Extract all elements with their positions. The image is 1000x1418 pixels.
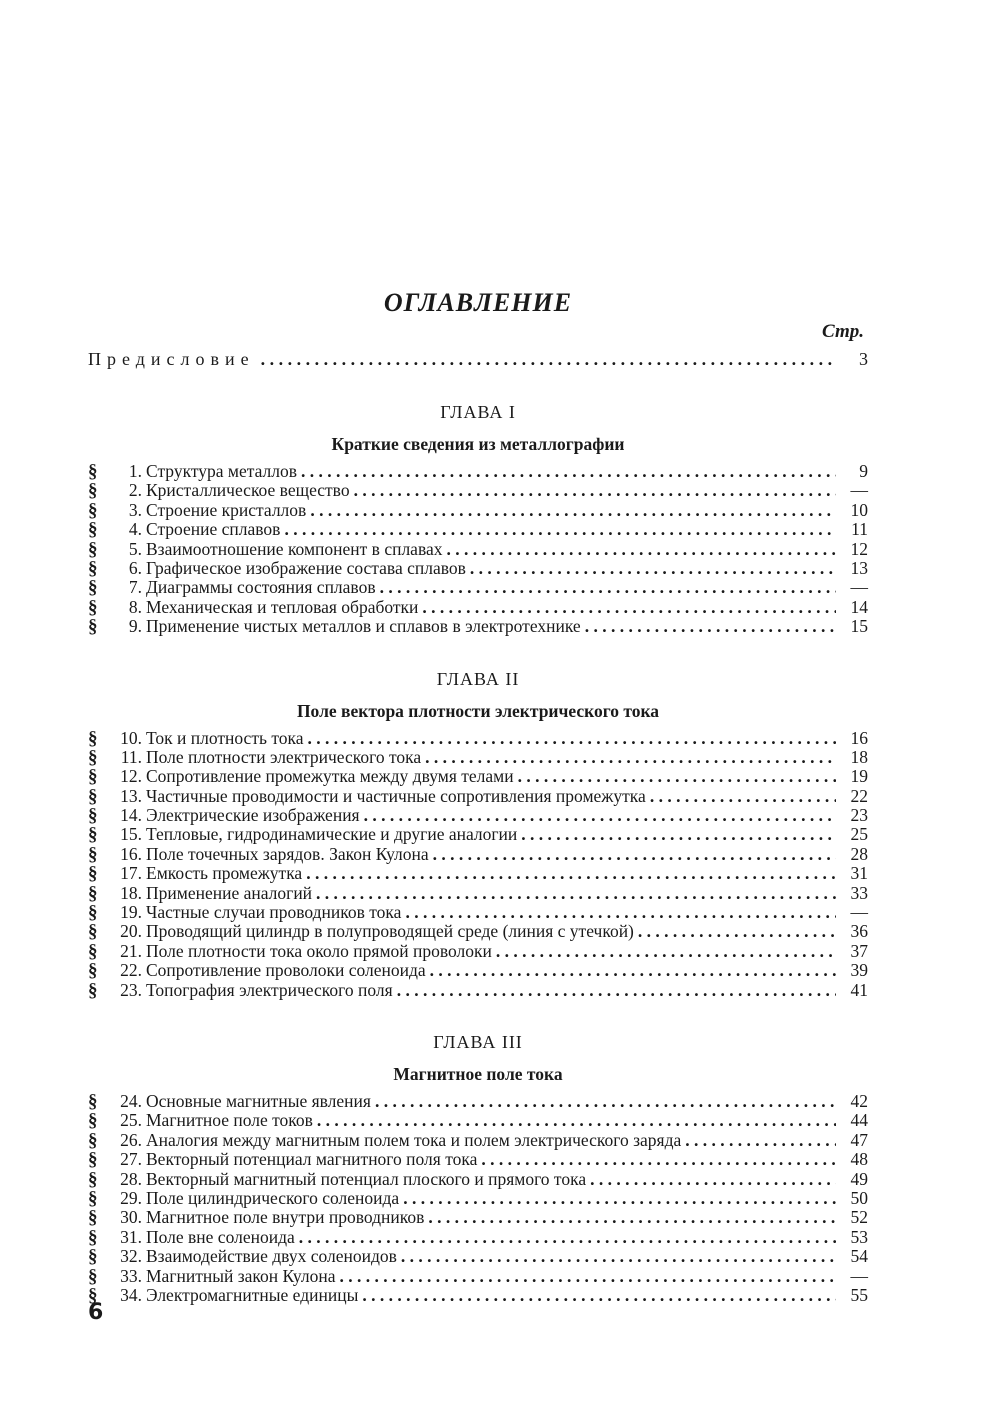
section-mark: § (88, 557, 98, 579)
leader-dots (433, 845, 836, 864)
chapter-heading: ГЛАВА I (440, 402, 516, 422)
entry-title: Аналогия между магнитным полем тока и полем электрического заряда (146, 1129, 682, 1150)
entry-number: 1. (128, 461, 142, 481)
entry-number: 19. (120, 902, 142, 923)
entry-page: — (850, 577, 868, 598)
entry-title: Структура металлов (146, 461, 298, 481)
entry-page: 13 (850, 557, 868, 578)
toc-entry (88, 1111, 868, 1130)
entry-number: 28. (120, 1168, 142, 1189)
entry-page: 25 (850, 824, 868, 845)
entry-page: 19 (850, 766, 868, 787)
entry-title: Взаимоотношение компонент в сплавах (146, 538, 443, 559)
entry-title: Графическое изображение состава сплавов (146, 557, 466, 578)
section-mark: § (88, 577, 98, 599)
toc-entry (88, 520, 868, 539)
section-mark: § (88, 519, 98, 541)
entry-title: Ток и плотность тока (146, 727, 304, 748)
section-mark: § (88, 1090, 98, 1112)
chapters (88, 400, 868, 1305)
leader-dots (308, 729, 837, 748)
leader-dots (354, 481, 836, 500)
section-mark: § (88, 461, 98, 482)
entry-number: 15. (120, 824, 142, 845)
leader-dots (301, 462, 836, 481)
toc-entry (88, 1092, 868, 1111)
entry-title: Поле плотности тока около прямой проволоки (146, 940, 492, 961)
entry-page: 12 (850, 538, 868, 559)
leader-dots (375, 1092, 836, 1111)
entry-number: 21. (120, 940, 142, 961)
section-mark: § (88, 480, 98, 502)
leader-dots (638, 922, 836, 941)
entry-page: 15 (850, 616, 868, 637)
entry-title: Векторный потенциал магнитного поля тока (146, 1149, 478, 1170)
section-mark: § (88, 1149, 98, 1171)
section-mark: § (88, 921, 98, 943)
entry-number: 12. (120, 766, 142, 787)
toc-entry (88, 961, 868, 980)
entry-number: 30. (120, 1207, 142, 1228)
entry-page: 33 (850, 882, 868, 903)
leader-dots (590, 1170, 836, 1189)
leader-dots (316, 884, 836, 903)
section-mark: § (88, 1265, 98, 1287)
entry-page: 52 (850, 1207, 868, 1228)
leader-dots (496, 942, 836, 961)
chapter-title: Поле вектора плотности электрического тока (296, 700, 660, 721)
chapter-title: Краткие сведения из металлографии (331, 434, 625, 454)
entry-number: 25. (120, 1110, 142, 1131)
leader-dots (650, 787, 836, 806)
entry-number: 31. (120, 1226, 142, 1247)
entry-number: 4. (128, 519, 142, 540)
preface-label: Предисловие (88, 349, 255, 369)
entry-title: Топография электрического поля (146, 979, 393, 1000)
leader-dots (685, 1131, 836, 1150)
entry-title: Поле точечных зарядов. Закон Кулона (146, 843, 429, 864)
entry-title: Проводящий цилиндр в полупроводящей среде (линия с утечкой) (146, 921, 634, 942)
entry-title: Электромагнитные единицы (146, 1284, 359, 1305)
section-mark: § (88, 1168, 98, 1190)
entry-title: Векторный магнитный потенциал плоского и прямого тока (146, 1168, 587, 1189)
toc-entry (88, 501, 868, 520)
toc-entry (88, 787, 868, 806)
chapter-title: Магнитное поле тока (393, 1063, 563, 1084)
entry-title: Магнитный закон Кулона (146, 1265, 336, 1286)
toc-entry (88, 1286, 868, 1305)
toc-entry (88, 981, 868, 1000)
section-mark: § (88, 1207, 98, 1229)
section-mark: § (88, 960, 98, 982)
entry-title: Кристаллическое вещество (146, 480, 350, 501)
leader-dots (403, 1189, 836, 1208)
entry-number: 2. (128, 480, 142, 501)
entry-title: Поле плотности электрического тока (146, 746, 422, 767)
entry-page: — (850, 480, 868, 501)
toc-entry (88, 767, 868, 786)
leader-dots (470, 559, 836, 578)
section-mark: § (88, 902, 98, 924)
entry-number: 7. (128, 577, 142, 598)
entry-title: Диаграммы состояния сплавов (146, 577, 376, 598)
entry-number: 29. (120, 1187, 142, 1208)
section-mark: § (88, 824, 98, 846)
section-mark: § (88, 596, 98, 618)
leader-dots (401, 1247, 836, 1266)
leader-dots (481, 1150, 836, 1169)
entry-page: 9 (859, 461, 868, 481)
entry-title: Магнитное поле внутри проводников (146, 1207, 425, 1228)
entry-number: 8. (128, 596, 142, 617)
entry-page: 47 (850, 1129, 868, 1150)
preface-page: 3 (859, 349, 868, 369)
toc-entry (88, 559, 868, 578)
entry-number: 24. (120, 1090, 142, 1111)
chapter-section (88, 667, 868, 1030)
leader-dots (585, 617, 836, 636)
entry-title: Строение сплавов (146, 519, 281, 540)
leader-dots (261, 346, 834, 372)
toc-entry (88, 942, 868, 961)
entry-title: Магнитное поле токов (146, 1110, 313, 1131)
entry-title: Поле цилиндрического соленоида (146, 1187, 400, 1208)
entry-title: Частные случаи проводников тока (146, 902, 402, 923)
section-mark: § (88, 1129, 98, 1151)
leader-dots (447, 540, 836, 559)
toc-entry (88, 617, 868, 636)
entry-number: 18. (120, 882, 142, 903)
entry-page: 14 (850, 596, 868, 617)
entry-title: Сопротивление проволоки соленоида (146, 960, 426, 981)
toc-entry (88, 1247, 868, 1266)
entry-title: Механическая и тепловая обработки (146, 596, 419, 617)
entry-number: 23. (120, 979, 142, 1000)
entry-page: 10 (850, 499, 868, 520)
entry-title: Взаимодействие двух соленоидов (146, 1246, 397, 1267)
entry-number: 22. (120, 960, 142, 981)
chapter-heading: ГЛАВА III (433, 1031, 523, 1052)
entry-number: 9. (128, 616, 142, 637)
leader-dots (299, 1228, 836, 1247)
section-mark: § (88, 499, 98, 521)
toc-entry (88, 598, 868, 617)
section-mark: § (88, 766, 98, 788)
entry-page: 41 (850, 979, 868, 1000)
entry-page: 44 (850, 1110, 868, 1131)
entry-title: Строение кристаллов (146, 499, 307, 520)
section-mark: § (88, 538, 98, 560)
entry-number: 16. (120, 843, 142, 864)
leader-dots (405, 903, 836, 922)
toc-entry (88, 1189, 868, 1208)
leader-dots (521, 825, 836, 844)
toc-entry (88, 1267, 868, 1286)
leader-dots (430, 961, 836, 980)
entry-title: Применение чистых металлов и сплавов в электротехнике (146, 616, 581, 637)
entry-page: 48 (850, 1149, 868, 1170)
toc-entry (88, 903, 868, 922)
entry-title: Емкость промежутка (146, 863, 303, 884)
entry-number: 27. (120, 1149, 142, 1170)
entry-title: Применение аналогий (146, 882, 313, 903)
entry-page: 31 (850, 863, 868, 884)
chapter-heading: ГЛАВА II (436, 668, 520, 689)
chapter-section (88, 1030, 868, 1305)
entry-number: 5. (128, 538, 142, 559)
section-mark: § (88, 863, 98, 885)
section-mark: § (88, 1284, 98, 1306)
toc-entry (88, 864, 868, 883)
toc-entry (88, 884, 868, 903)
section-mark: § (88, 616, 98, 638)
entry-page: 18 (850, 746, 868, 767)
entry-page: 50 (850, 1187, 868, 1208)
section-mark: § (88, 1246, 98, 1268)
entry-number: 17. (120, 863, 142, 884)
toc-entry (88, 825, 868, 844)
toc-title: ОГЛАВЛЕНИЕ (383, 288, 573, 317)
toc-entry (88, 1131, 868, 1150)
leader-dots (284, 520, 836, 539)
leader-dots (306, 864, 836, 883)
chapter-section (88, 400, 868, 667)
toc-entry (88, 922, 868, 941)
toc-entry (88, 729, 868, 748)
entry-number: 13. (120, 785, 142, 806)
toc-entry (88, 748, 868, 767)
entry-number: 32. (120, 1246, 142, 1267)
page-number: 6 (88, 1300, 104, 1325)
toc-entry (88, 1228, 868, 1247)
entry-page: 54 (850, 1246, 868, 1267)
entry-page: 22 (850, 785, 868, 806)
entry-page: 28 (850, 843, 868, 864)
entry-number: 11. (120, 746, 142, 767)
entry-title: Частичные проводимости и частичные сопротивления промежутка (146, 785, 646, 806)
entry-title: Электрические изображения (146, 805, 360, 826)
section-mark: § (88, 805, 98, 827)
toc-entry (88, 806, 868, 825)
section-mark: § (88, 979, 98, 1001)
entry-page: 36 (850, 921, 868, 942)
leader-dots (422, 598, 836, 617)
toc-entry (88, 1208, 868, 1227)
section-mark: § (88, 727, 98, 749)
entry-page: 37 (850, 940, 868, 961)
section-mark: § (88, 1110, 98, 1132)
entry-number: 6. (128, 557, 142, 578)
section-mark: § (88, 940, 98, 962)
entry-title: Основные магнитные явления (146, 1090, 371, 1111)
entry-number: 14. (120, 805, 142, 826)
entry-number: 34. (120, 1284, 142, 1305)
leader-dots (339, 1267, 836, 1286)
toc-entry (88, 1150, 868, 1169)
toc-entry (88, 481, 868, 500)
section-mark: § (88, 843, 98, 865)
toc-entry (88, 462, 868, 481)
section-mark: § (88, 1187, 98, 1209)
entry-page: 23 (850, 805, 868, 826)
entry-page: 42 (850, 1090, 868, 1111)
table-of-contents (88, 286, 868, 1305)
section-mark: § (88, 785, 98, 807)
entry-page: 16 (850, 727, 868, 748)
entry-page: — (850, 902, 868, 923)
entry-title: Поле вне соленоида (146, 1226, 295, 1247)
leader-dots (362, 1286, 836, 1305)
leader-dots (317, 1111, 836, 1130)
entry-number: 20. (120, 921, 142, 942)
leader-dots (425, 748, 836, 767)
toc-entry (88, 845, 868, 864)
entry-page: — (850, 1265, 868, 1286)
entry-number: 3. (128, 499, 142, 520)
toc-entry (88, 578, 868, 597)
entry-title: Тепловые, гидродинамические и другие аналогии (146, 824, 518, 845)
section-mark: § (88, 1226, 98, 1248)
leader-dots (518, 767, 836, 786)
toc-entry (88, 1170, 868, 1189)
entry-page: 55 (850, 1284, 868, 1305)
leader-dots (428, 1208, 836, 1227)
leader-dots (397, 981, 836, 1000)
leader-dots (310, 501, 836, 520)
leader-dots (380, 578, 836, 597)
toc-entry (88, 540, 868, 559)
page-column-label: Стр. (822, 321, 864, 342)
entry-number: 33. (120, 1265, 142, 1286)
entry-number: 10. (120, 727, 142, 748)
entry-page: 49 (850, 1168, 868, 1189)
preface-entry (88, 346, 868, 372)
section-mark: § (88, 882, 98, 904)
entry-page: 39 (850, 960, 868, 981)
entry-page: 11 (851, 519, 868, 540)
section-mark: § (88, 746, 98, 768)
entry-page: 53 (850, 1226, 868, 1247)
entry-number: 26. (120, 1129, 142, 1150)
leader-dots (364, 806, 836, 825)
entry-title: Сопротивление промежутка между двумя телами (146, 766, 514, 787)
